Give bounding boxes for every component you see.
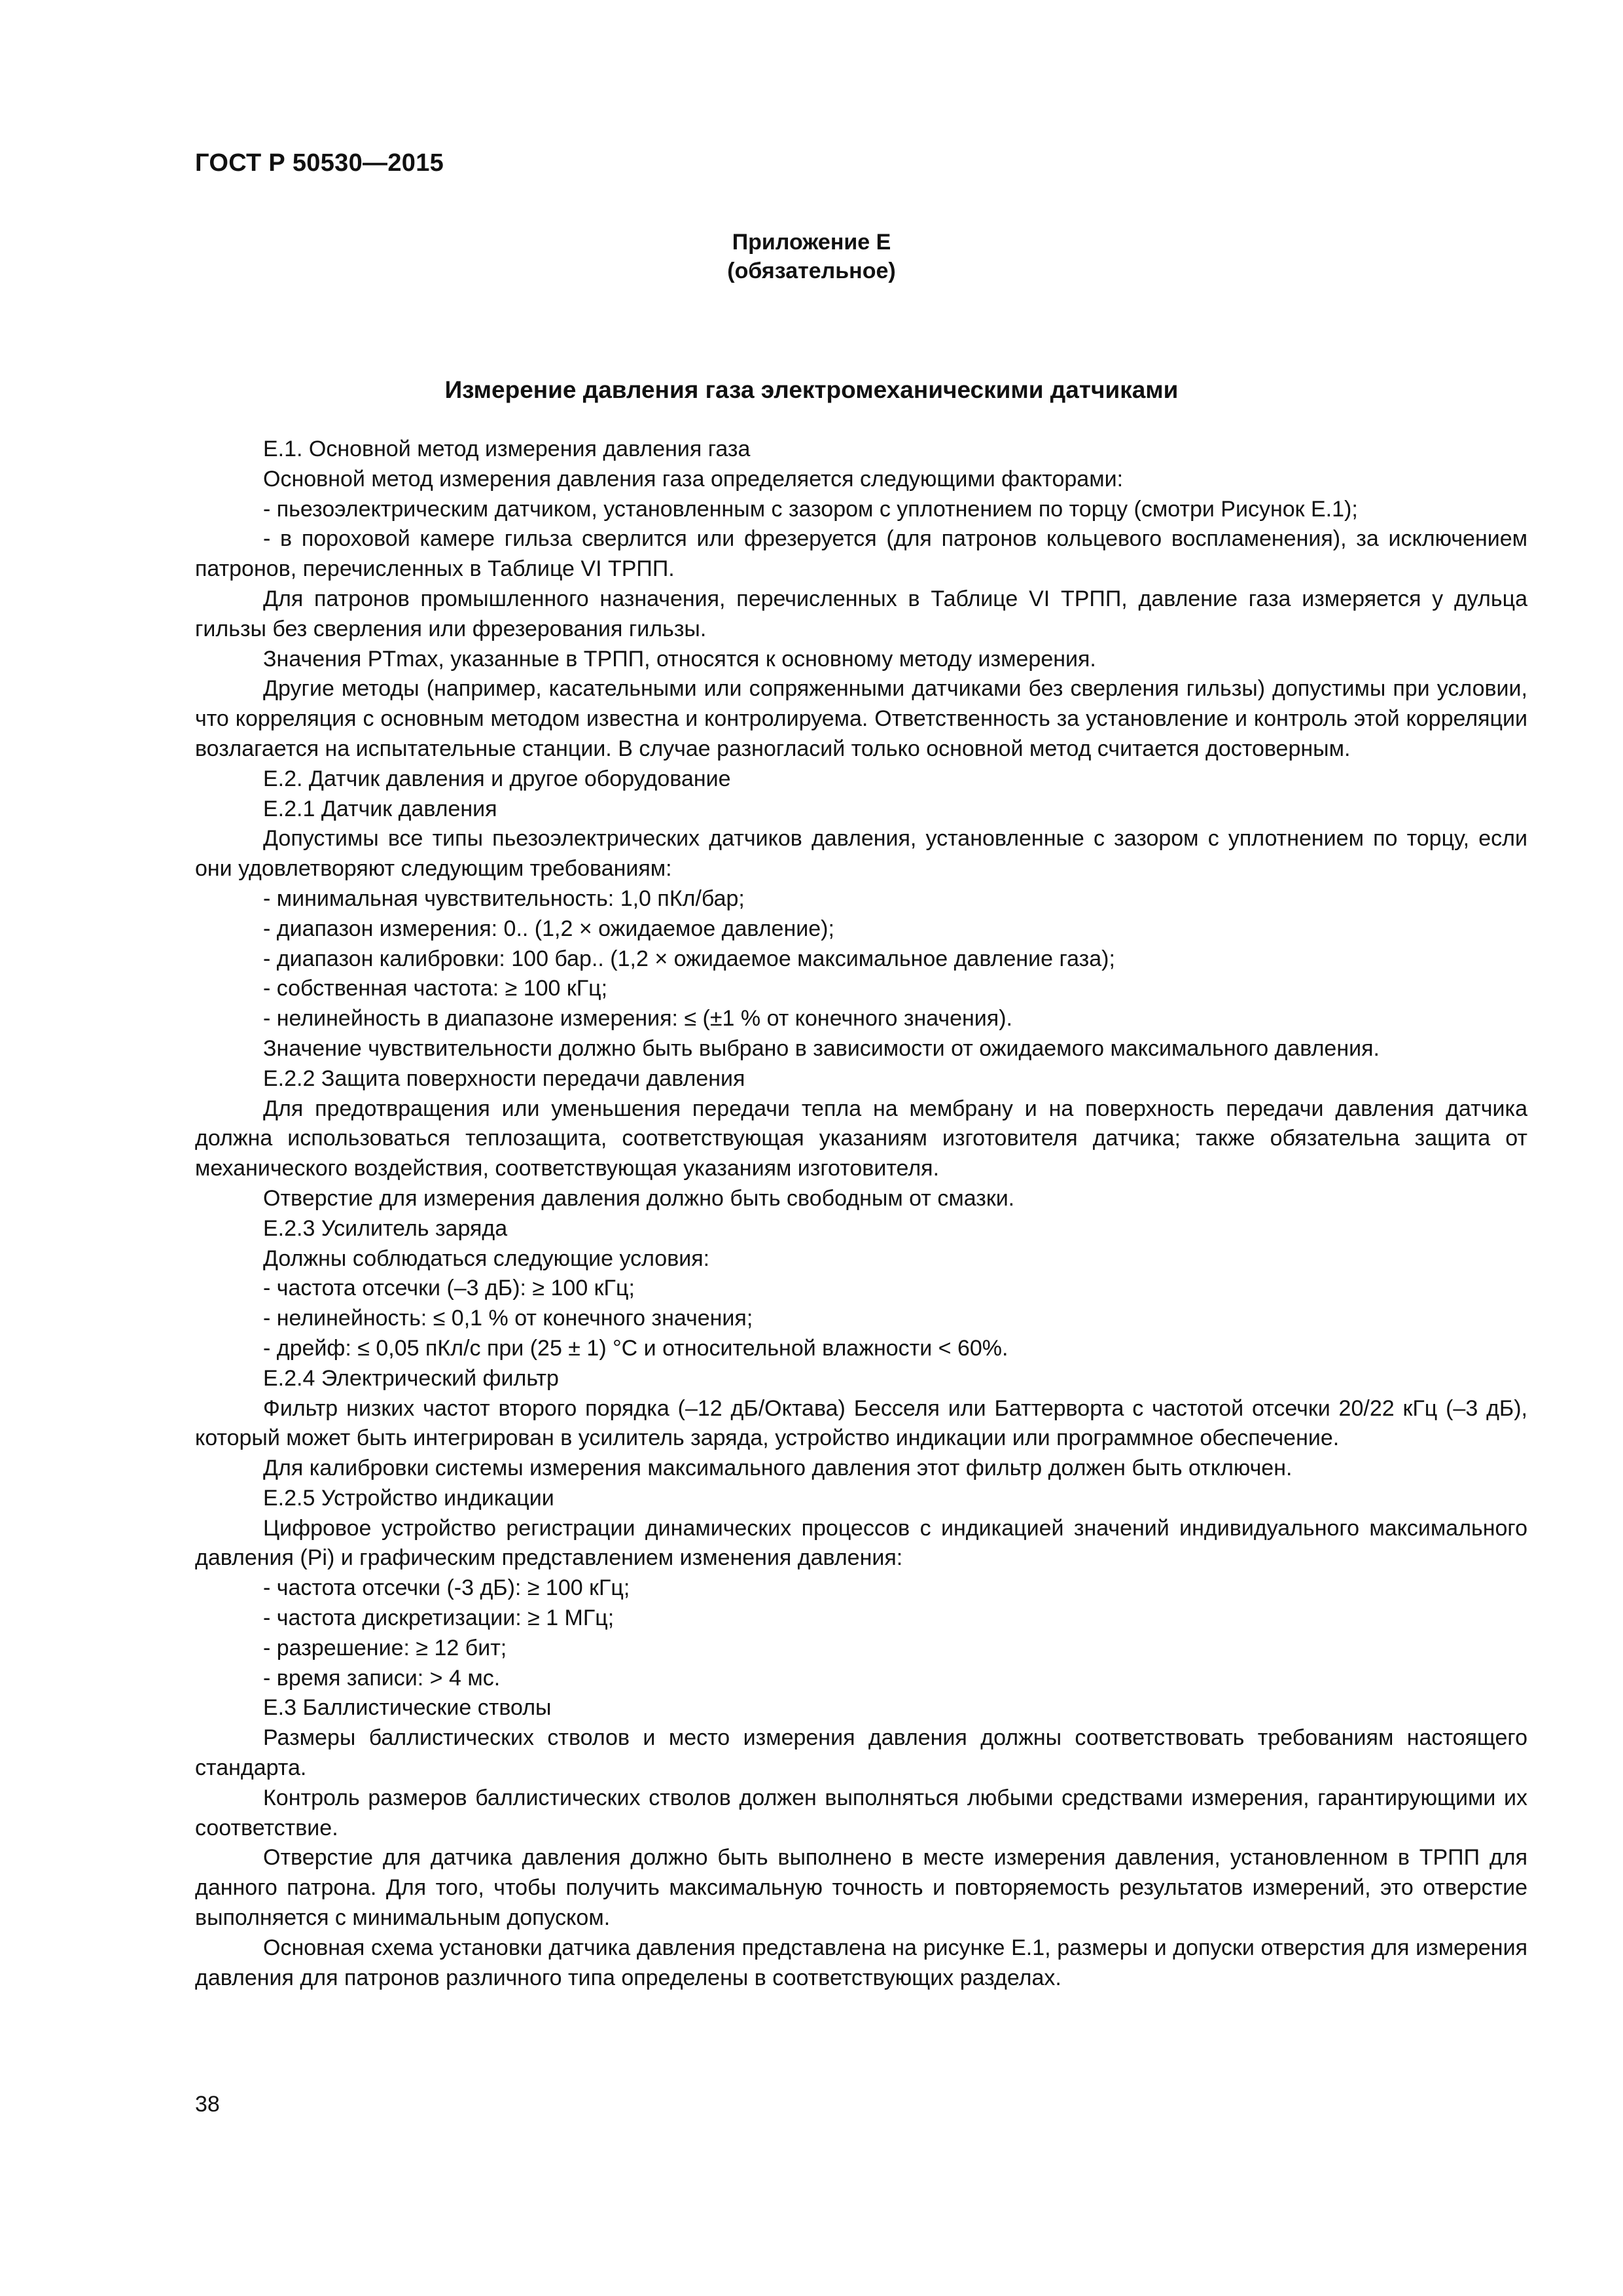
paragraph: Е.2. Датчик давления и другое оборудование [263, 766, 731, 791]
paragraph: Контроль размеров баллистических стволов должен выполняться любыми средствами измерения, гарантирующими их соответствие. [195, 1785, 1527, 1840]
paragraph: Для патронов промышленного назначения, перечисленных в Таблице VI ТРПП, давление газа измеряется у дульца гильзы без сверления или фрезерования гильзы. [195, 586, 1527, 641]
paragraph: Значения PTmax, указанные в ТРПП, относятся к основному методу измерения. [263, 646, 1096, 672]
paragraph: Для предотвращения или уменьшения передачи тепла на мембрану и на поверхность передачи давления датчика должна использоваться теплозащита, соответствующая указаниям изготовителя датчика; также обязательна защита от механического воздействия, соответствующая указаниям изготовителя. [195, 1096, 1527, 1181]
paragraph: Е.2.4 Электрический фильтр [263, 1365, 559, 1391]
paragraph: Отверстие для измерения давления должно быть свободным от смазки. [263, 1185, 1015, 1211]
paragraph: Е.2.1 Датчик давления [263, 796, 497, 821]
annex-label: Приложение Е [732, 230, 891, 255]
paragraph: - минимальная чувствительность: 1,0 пКл/бар; [263, 886, 745, 911]
paragraph: Цифровое устройство регистрации динамических процессов с индикацией значений индивидуального максимального давления (Pi) и графическим представлением изменения давления: [195, 1515, 1527, 1571]
paragraph: - дрейф: ≤ 0,05 пКл/с при (25 ± 1) °С и относительной влажности < 60%. [263, 1335, 1008, 1361]
paragraph: Основная схема установки датчика давления представлена на рисунке Е.1, размеры и допуски отверстия для измерения давления для патронов различного типа определены в соответствующих разделах. [195, 1935, 1527, 1990]
paragraph: Другие методы (например, касательными или сопряженными датчиками без сверления гильзы) допустимы при условии, что корреляция с основным методом известна и контролируема. Ответственность за установление и контроль этой корреляции возлагается на испытательные станции. В случае разногласий только основной метод считается достоверным. [195, 676, 1527, 761]
paragraph: Значение чувствительности должно быть выбрано в зависимости от ожидаемого максимального давления. [263, 1035, 1380, 1061]
paragraph: - частота отсечки (-3 дБ): ≥ 100 кГц; [263, 1575, 630, 1601]
paragraph: Отверстие для датчика давления должно быть выполнено в месте измерения давления, установленном в ТРПП для данного патрона. Для того, чтобы получить максимальную точность и повторяемость результатов измерений, это отверстие выполняется с минимальным допуском. [195, 1845, 1527, 1931]
paragraph: - диапазон измерения: 0.. (1,2 × ожидаемое давление); [263, 916, 834, 941]
paragraph: - частота дискретизации: ≥ 1 МГц; [263, 1605, 615, 1631]
paragraph: Допустимы все типы пьезоэлектрических датчиков давления, установленные с зазором с уплотнением по торцу, если они удовлетворяют следующим требованиям: [195, 826, 1527, 882]
paragraph: Основной метод измерения давления газа определяется следующими факторами: [263, 466, 1124, 492]
paragraph: - частота отсечки (–3 дБ): ≥ 100 кГц; [263, 1276, 635, 1301]
annex-heading [0, 228, 1623, 285]
paragraph: Е.2.2 Защита поверхности передачи давления [263, 1066, 745, 1091]
paragraph: - пьезоэлектрическим датчиком, установленным с зазором с уплотнением по торцу (смотри Рисунок Е.1); [263, 496, 1358, 522]
paragraph: - собственная частота: ≥ 100 кГц; [263, 976, 608, 1001]
paragraph: Е.2.3 Усилитель заряда [263, 1215, 508, 1241]
paragraph: - нелинейность: ≤ 0,1 % от конечного значения; [263, 1306, 753, 1331]
paragraph: - время записи: > 4 мс. [263, 1665, 501, 1691]
paragraph: Е.2.5 Устройство индикации [263, 1485, 554, 1511]
paragraph: - разрешение: ≥ 12 бит; [263, 1635, 507, 1660]
paragraph: - в пороховой камере гильза сверлится или фрезеруется (для патронов кольцевого воспламенения), за исключением патронов, перечисленных в Таблице VI ТРПП. [195, 526, 1527, 582]
paragraph: Е.3 Баллистические стволы [263, 1695, 552, 1721]
paragraph: Е.1. Основной метод измерения давления газа [263, 437, 751, 461]
paragraph: - нелинейность в диапазоне измерения: ≤ (±1 % от конечного значения). [263, 1006, 1012, 1031]
paragraph: - диапазон калибровки: 100 бар.. (1,2 × ожидаемое максимальное давление газа); [263, 946, 1115, 971]
paragraph: Фильтр низких частот второго порядка (–12 дБ/Октава) Бесселя или Баттерворта с частотой отсечки 20/22 кГц (–3 дБ), который может быть интегрирован в усилитель заряда, устройство индикации или программное обеспечение. [195, 1395, 1527, 1451]
page-number: 38 [195, 2092, 220, 2117]
annex-status: (обязательное) [727, 259, 896, 283]
annex-title: Измерение давления газа электромеханическими датчиками [444, 376, 1179, 403]
paragraph: Для калибровки системы измерения максимального давления этот фильтр должен быть отключен. [263, 1456, 1293, 1481]
paragraph: Должны соблюдаться следующие условия: [263, 1246, 710, 1271]
paragraph: Размеры баллистических стволов и место измерения давления должны соответствовать требованиям настоящего стандарта. [195, 1725, 1527, 1781]
document-body [195, 435, 1527, 1993]
standard-designation: ГОСТ Р 50530—2015 [195, 149, 444, 177]
